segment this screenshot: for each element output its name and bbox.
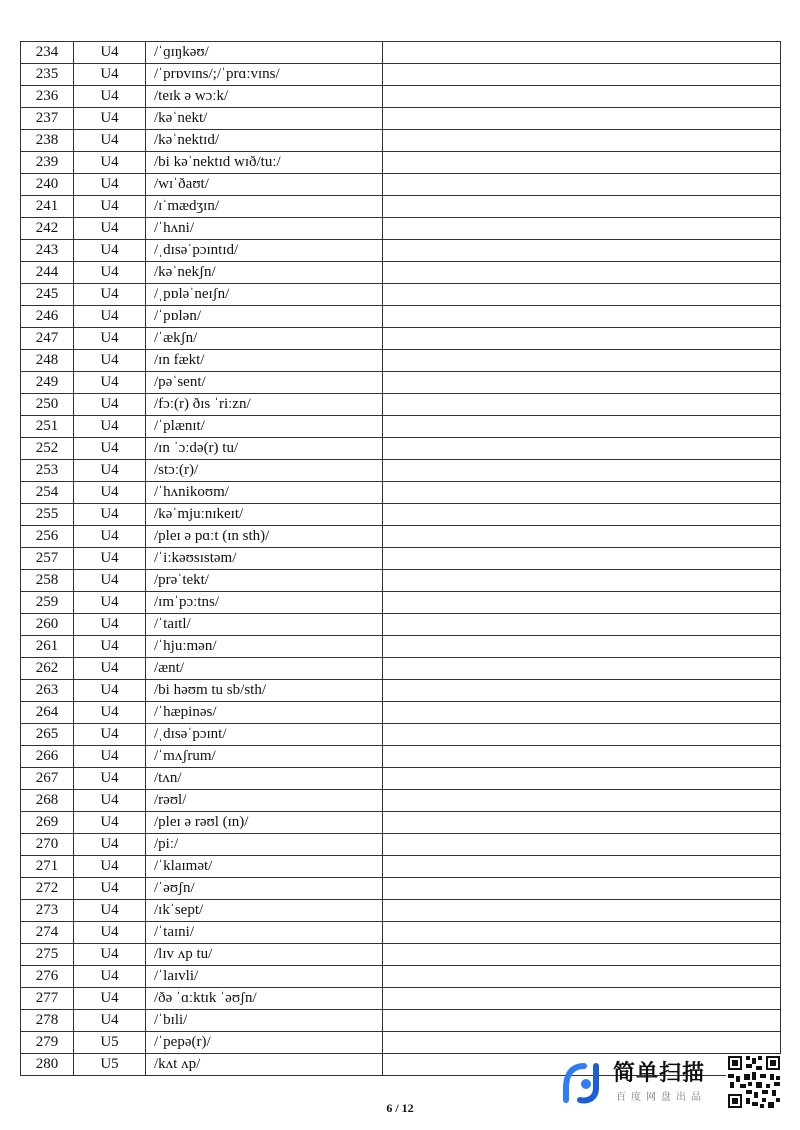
blank-cell (383, 350, 781, 372)
row-number-cell: 248 (21, 350, 74, 372)
blank-cell (383, 636, 781, 658)
phonetic-cell: /fɔː(r) ðɪs ˈriːzn/ (146, 394, 383, 416)
blank-cell (383, 504, 781, 526)
phonetic-cell: /kəˈnektɪd/ (146, 130, 383, 152)
blank-cell (383, 614, 781, 636)
phonetic-cell: /ˈprɒvɪns/;/ˈprɑːvɪns/ (146, 64, 383, 86)
phonetic-cell: /ˈtaɪtl/ (146, 614, 383, 636)
phonetic-cell: /lɪv ʌp tu/ (146, 944, 383, 966)
unit-cell: U4 (74, 966, 146, 988)
table-row (21, 262, 781, 284)
phonetic-cell: /kʌt ʌp/ (146, 1054, 383, 1076)
row-number-cell: 260 (21, 614, 74, 636)
phonetic-cell: /ˈpɒlən/ (146, 306, 383, 328)
phonetic-cell: /ˈhʌnikoʊm/ (146, 482, 383, 504)
blank-cell (383, 130, 781, 152)
unit-cell: U4 (74, 262, 146, 284)
table-row (21, 944, 781, 966)
blank-cell (383, 86, 781, 108)
blank-cell (383, 746, 781, 768)
blank-cell (383, 416, 781, 438)
unit-cell: U4 (74, 548, 146, 570)
row-number-cell: 271 (21, 856, 74, 878)
table-row (21, 42, 781, 64)
blank-cell (383, 548, 781, 570)
row-number-cell: 278 (21, 1010, 74, 1032)
table-row (21, 460, 781, 482)
unit-cell: U4 (74, 856, 146, 878)
unit-cell: U4 (74, 724, 146, 746)
unit-cell: U4 (74, 944, 146, 966)
phonetic-cell: /ˈklaɪmət/ (146, 856, 383, 878)
blank-cell (383, 174, 781, 196)
unit-cell: U4 (74, 790, 146, 812)
row-number-cell: 250 (21, 394, 74, 416)
unit-cell: U5 (74, 1054, 146, 1076)
watermark-subtitle: 百度网盘出品 (616, 1092, 706, 1103)
blank-cell (383, 900, 781, 922)
phonetic-cell: /pleɪ ə pɑːt (ɪn sth)/ (146, 526, 383, 548)
row-number-cell: 263 (21, 680, 74, 702)
table-row (21, 438, 781, 460)
blank-cell (383, 438, 781, 460)
row-number-cell: 270 (21, 834, 74, 856)
blank-cell (383, 328, 781, 350)
row-number-cell: 259 (21, 592, 74, 614)
table-row (21, 372, 781, 394)
unit-cell: U4 (74, 482, 146, 504)
blank-cell (383, 460, 781, 482)
blank-cell (383, 988, 781, 1010)
row-number-cell: 251 (21, 416, 74, 438)
unit-cell: U4 (74, 570, 146, 592)
row-number-cell: 243 (21, 240, 74, 262)
row-number-cell: 252 (21, 438, 74, 460)
watermark (558, 1054, 788, 1110)
unit-cell: U4 (74, 614, 146, 636)
unit-cell: U4 (74, 174, 146, 196)
table-row (21, 922, 781, 944)
table-row (21, 394, 781, 416)
table-row (21, 174, 781, 196)
row-number-cell: 236 (21, 86, 74, 108)
unit-cell: U4 (74, 328, 146, 350)
row-number-cell: 262 (21, 658, 74, 680)
phonetic-cell: /ˈpepə(r)/ (146, 1032, 383, 1054)
row-number-cell: 266 (21, 746, 74, 768)
row-number-cell: 234 (21, 42, 74, 64)
phonetic-cell: /ænt/ (146, 658, 383, 680)
unit-cell: U4 (74, 702, 146, 724)
row-number-cell: 261 (21, 636, 74, 658)
blank-cell (383, 1010, 781, 1032)
unit-cell: U4 (74, 240, 146, 262)
phonetic-cell: /bi kəˈnektɪd wɪð/tuː/ (146, 152, 383, 174)
row-number-cell: 272 (21, 878, 74, 900)
phonetic-cell: /ˈbɪli/ (146, 1010, 383, 1032)
row-number-cell: 265 (21, 724, 74, 746)
blank-cell (383, 196, 781, 218)
phonetic-cell: /ˈplænɪt/ (146, 416, 383, 438)
phonetic-cell: /bi həʊm tu sb/sth/ (146, 680, 383, 702)
unit-cell: U4 (74, 680, 146, 702)
table-row (21, 878, 781, 900)
unit-cell: U4 (74, 152, 146, 174)
vocabulary-table (20, 41, 781, 1076)
blank-cell (383, 878, 781, 900)
table-row (21, 130, 781, 152)
unit-cell: U4 (74, 922, 146, 944)
unit-cell: U4 (74, 900, 146, 922)
table-row (21, 988, 781, 1010)
watermark-title: 简单扫描 (613, 1061, 706, 1086)
table-row (21, 86, 781, 108)
blank-cell (383, 372, 781, 394)
row-number-cell: 274 (21, 922, 74, 944)
blank-cell (383, 658, 781, 680)
table-row (21, 526, 781, 548)
phonetic-cell: /ˈækʃn/ (146, 328, 383, 350)
unit-cell: U4 (74, 372, 146, 394)
phonetic-cell: /pleɪ ə rəʊl (ɪn)/ (146, 812, 383, 834)
unit-cell: U4 (74, 746, 146, 768)
blank-cell (383, 966, 781, 988)
blank-cell (383, 64, 781, 86)
unit-cell: U4 (74, 218, 146, 240)
row-number-cell: 244 (21, 262, 74, 284)
table-row (21, 768, 781, 790)
blank-cell (383, 856, 781, 878)
phonetic-cell: /tʌn/ (146, 768, 383, 790)
blank-cell (383, 262, 781, 284)
table-row (21, 592, 781, 614)
blank-cell (383, 1032, 781, 1054)
table-row (21, 856, 781, 878)
blank-cell (383, 812, 781, 834)
row-number-cell: 247 (21, 328, 74, 350)
blank-cell (383, 394, 781, 416)
row-number-cell: 255 (21, 504, 74, 526)
table-row (21, 218, 781, 240)
blank-cell (383, 218, 781, 240)
phonetic-cell: /ˌdɪsəˈpɔɪnt/ (146, 724, 383, 746)
row-number-cell: 273 (21, 900, 74, 922)
row-number-cell: 238 (21, 130, 74, 152)
blank-cell (383, 306, 781, 328)
phonetic-cell: /ɪmˈpɔːtns/ (146, 592, 383, 614)
phonetic-cell: /wɪˈðaʊt/ (146, 174, 383, 196)
unit-cell: U4 (74, 636, 146, 658)
row-number-cell: 249 (21, 372, 74, 394)
row-number-cell: 269 (21, 812, 74, 834)
row-number-cell: 253 (21, 460, 74, 482)
phonetic-cell: /pəˈsent/ (146, 372, 383, 394)
row-number-cell: 235 (21, 64, 74, 86)
unit-cell: U4 (74, 834, 146, 856)
blank-cell (383, 570, 781, 592)
phonetic-cell: /ˌdɪsəˈpɔɪntɪd/ (146, 240, 383, 262)
page-number: 6 / 12 (386, 1101, 414, 1115)
row-number-cell: 280 (21, 1054, 74, 1076)
table-row (21, 834, 781, 856)
table-row (21, 746, 781, 768)
table-body (21, 42, 781, 1076)
phonetic-cell: /ɪn fækt/ (146, 350, 383, 372)
table-row (21, 658, 781, 680)
unit-cell: U4 (74, 130, 146, 152)
row-number-cell: 279 (21, 1032, 74, 1054)
table-row (21, 702, 781, 724)
phonetic-cell: /ˌpɒləˈneɪʃn/ (146, 284, 383, 306)
row-number-cell: 257 (21, 548, 74, 570)
phonetic-cell: /kəˈnekʃn/ (146, 262, 383, 284)
blank-cell (383, 240, 781, 262)
unit-cell: U4 (74, 196, 146, 218)
row-number-cell: 258 (21, 570, 74, 592)
phonetic-cell: /kəˈmjuːnɪkeɪt/ (146, 504, 383, 526)
table-row (21, 1032, 781, 1054)
table-row (21, 636, 781, 658)
blank-cell (383, 680, 781, 702)
phonetic-cell: /ˈhæpinəs/ (146, 702, 383, 724)
phonetic-cell: /prəˈtekt/ (146, 570, 383, 592)
blank-cell (383, 108, 781, 130)
unit-cell: U4 (74, 460, 146, 482)
unit-cell: U4 (74, 768, 146, 790)
blank-cell (383, 922, 781, 944)
table-row (21, 64, 781, 86)
blank-cell (383, 284, 781, 306)
table-row (21, 306, 781, 328)
table-row (21, 284, 781, 306)
unit-cell: U4 (74, 284, 146, 306)
unit-cell: U4 (74, 812, 146, 834)
blank-cell (383, 526, 781, 548)
unit-cell: U4 (74, 1010, 146, 1032)
unit-cell: U4 (74, 86, 146, 108)
row-number-cell: 246 (21, 306, 74, 328)
phonetic-cell: /teɪk ə wɔːk/ (146, 86, 383, 108)
row-number-cell: 240 (21, 174, 74, 196)
row-number-cell: 264 (21, 702, 74, 724)
row-number-cell: 256 (21, 526, 74, 548)
row-number-cell: 275 (21, 944, 74, 966)
unit-cell: U4 (74, 438, 146, 460)
unit-cell: U4 (74, 64, 146, 86)
row-number-cell: 245 (21, 284, 74, 306)
phonetic-cell: /kəˈnekt/ (146, 108, 383, 130)
table-row (21, 108, 781, 130)
phonetic-cell: /ˈhjuːmən/ (146, 636, 383, 658)
blank-cell (383, 944, 781, 966)
row-number-cell: 267 (21, 768, 74, 790)
row-number-cell: 268 (21, 790, 74, 812)
table-row (21, 328, 781, 350)
phonetic-cell: /ɪˈmædʒɪn/ (146, 196, 383, 218)
row-number-cell: 241 (21, 196, 74, 218)
row-number-cell: 254 (21, 482, 74, 504)
phonetic-cell: /ˈiːkəʊsɪstəm/ (146, 548, 383, 570)
blank-cell (383, 592, 781, 614)
unit-cell: U4 (74, 592, 146, 614)
phonetic-cell: /ɪn ˈɔːdə(r) tu/ (146, 438, 383, 460)
row-number-cell: 276 (21, 966, 74, 988)
table-row (21, 240, 781, 262)
table-row (21, 1010, 781, 1032)
table-row (21, 482, 781, 504)
blank-cell (383, 834, 781, 856)
table-row (21, 680, 781, 702)
unit-cell: U4 (74, 350, 146, 372)
phonetic-cell: /ɪkˈsept/ (146, 900, 383, 922)
table-row (21, 812, 781, 834)
unit-cell: U4 (74, 394, 146, 416)
phonetic-cell: /ˈtaɪni/ (146, 922, 383, 944)
table-row (21, 966, 781, 988)
table-row (21, 548, 781, 570)
phonetic-cell: /ˈmʌʃrum/ (146, 746, 383, 768)
table-row (21, 614, 781, 636)
table-row (21, 570, 781, 592)
blank-cell (383, 724, 781, 746)
blank-cell (383, 768, 781, 790)
table-row (21, 196, 781, 218)
row-number-cell: 237 (21, 108, 74, 130)
unit-cell: U4 (74, 306, 146, 328)
table-row (21, 504, 781, 526)
row-number-cell: 277 (21, 988, 74, 1010)
table-row (21, 900, 781, 922)
table-row (21, 416, 781, 438)
blank-cell (383, 152, 781, 174)
phonetic-cell: /rəʊl/ (146, 790, 383, 812)
table-row (21, 152, 781, 174)
blank-cell (383, 790, 781, 812)
phonetic-cell: /stɔː(r)/ (146, 460, 383, 482)
phonetic-cell: /ˈlaɪvli/ (146, 966, 383, 988)
unit-cell: U4 (74, 504, 146, 526)
phonetic-cell: /ˈəʊʃn/ (146, 878, 383, 900)
phonetic-cell: /ðə ˈɑːktɪk ˈəʊʃn/ (146, 988, 383, 1010)
blank-cell (383, 42, 781, 64)
phonetic-cell: /piː/ (146, 834, 383, 856)
unit-cell: U4 (74, 108, 146, 130)
phonetic-cell: /ˈɡɪŋkəʊ/ (146, 42, 383, 64)
blank-cell (383, 482, 781, 504)
unit-cell: U4 (74, 416, 146, 438)
qr-code-icon (726, 1054, 782, 1110)
blank-cell (383, 702, 781, 724)
unit-cell: U4 (74, 878, 146, 900)
table-row (21, 350, 781, 372)
unit-cell: U5 (74, 1032, 146, 1054)
row-number-cell: 239 (21, 152, 74, 174)
unit-cell: U4 (74, 42, 146, 64)
unit-cell: U4 (74, 658, 146, 680)
unit-cell: U4 (74, 988, 146, 1010)
table-row (21, 724, 781, 746)
scanner-logo-icon (558, 1058, 604, 1104)
table-row (21, 790, 781, 812)
row-number-cell: 242 (21, 218, 74, 240)
phonetic-cell: /ˈhʌni/ (146, 218, 383, 240)
unit-cell: U4 (74, 526, 146, 548)
